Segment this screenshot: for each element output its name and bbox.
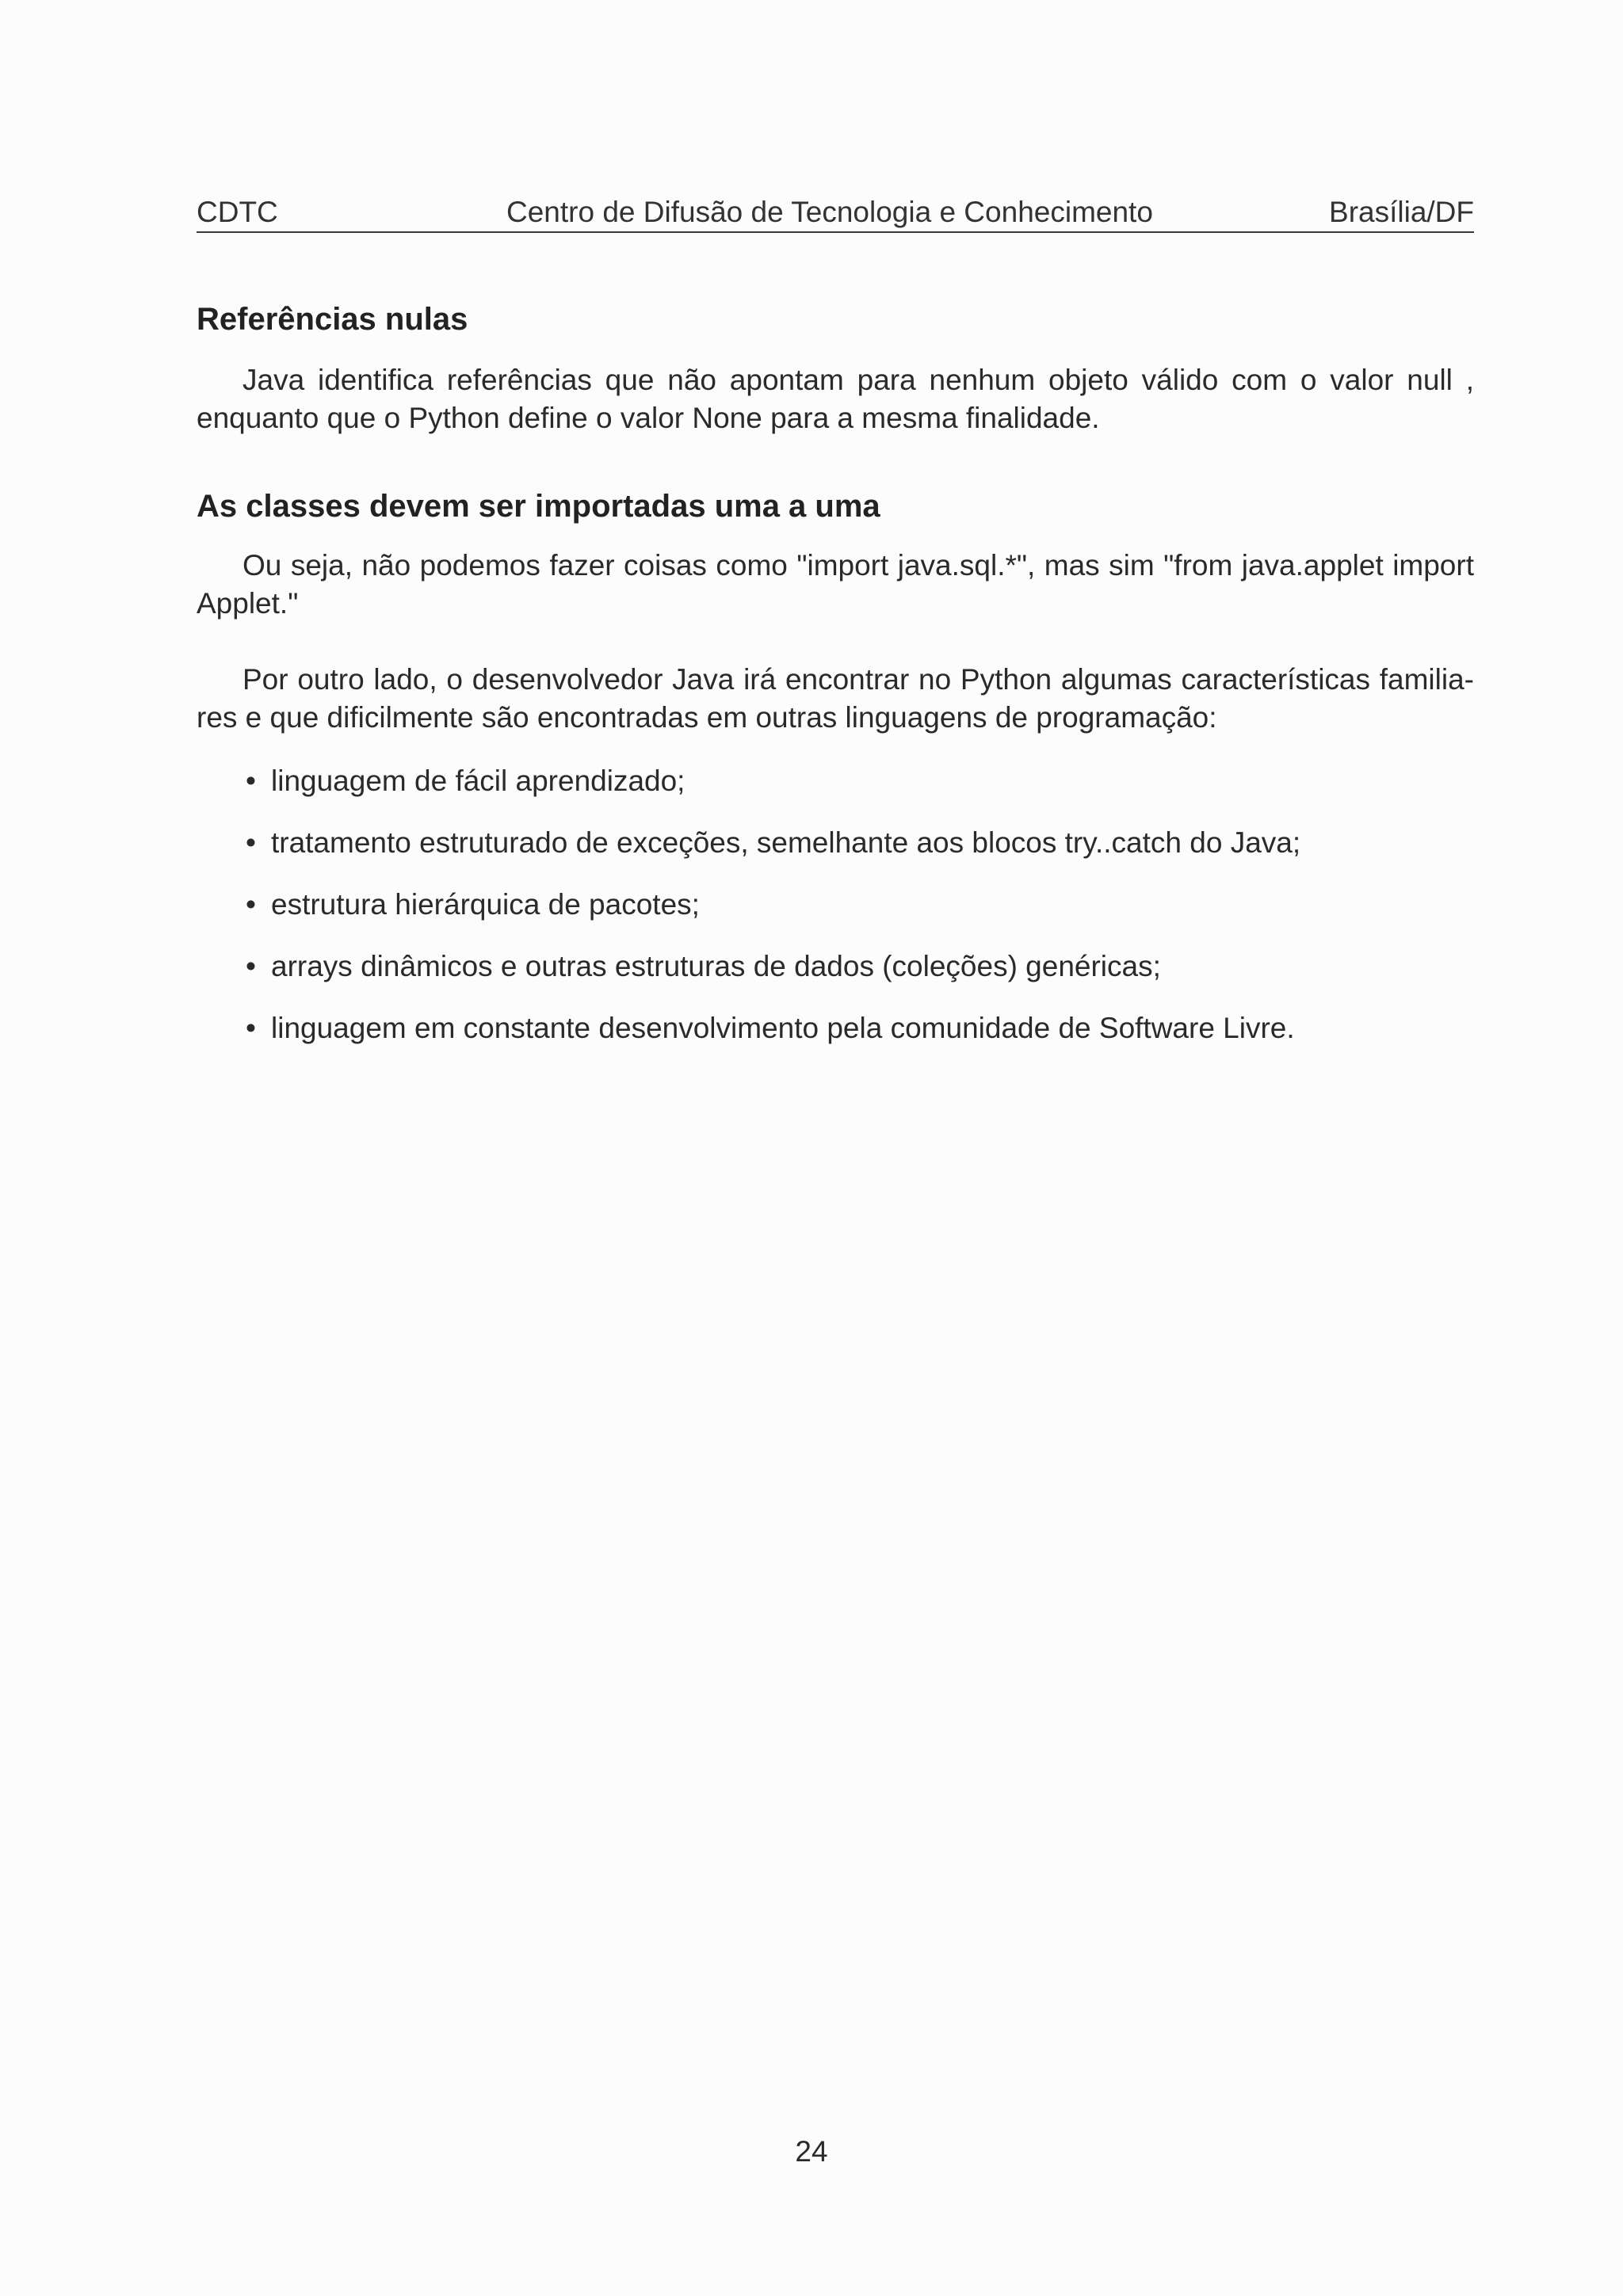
list-item-text: linguagem de fácil aprendizado; [271, 765, 685, 797]
header-left-text: CDTC [197, 196, 278, 228]
bullet-icon: • [246, 950, 256, 982]
section-title-import-classes: As classes devem ser importadas uma a uma [197, 489, 880, 524]
bullet-icon: • [246, 826, 256, 859]
header-center-text: Centro de Difusão de Tecnologia e Conhecimento [506, 196, 1153, 228]
list-item [197, 1009, 1474, 1071]
page-number: 24 [795, 2135, 828, 2168]
paragraph-null-references: Java identifica referências que não apontam para nenhum objeto válido com o valor null , enquanto que o Python define o valor None para a mesma finalidade. [197, 364, 1474, 434]
paragraph-import-classes: Ou seja, não podemos fazer coisas como "import java.sql.*", mas sim "from java.applet import Applet." [197, 549, 1474, 620]
list-item-text: estrutura hierárquica de pacotes; [271, 888, 700, 921]
page-header [197, 193, 1474, 233]
section-title-null-references: Referências nulas [197, 302, 468, 337]
list-item [197, 824, 1474, 886]
bullet-icon: • [246, 765, 256, 797]
list-item [197, 886, 1474, 948]
list-item-text: arrays dinâmicos e outras estruturas de dados (coleções) genéricas; [271, 950, 1161, 982]
paragraph-intro-features: Por outro lado, o desenvolvedor Java irá encontrar no Python algumas características familia-res e que dificilmente são encontradas em outras linguagens de programação: [197, 663, 1474, 734]
list-item [197, 762, 1474, 824]
list-item-text: tratamento estruturado de exceções, semelhante aos blocos try..catch do Java; [271, 826, 1301, 859]
bullet-icon: • [246, 1012, 256, 1044]
list-item-text: linguagem em constante desenvolvimento pela comunidade de Software Livre. [271, 1012, 1295, 1044]
list-item [197, 948, 1474, 1009]
bullet-icon: • [246, 888, 256, 921]
feature-bullet-list [197, 762, 1474, 1071]
header-right-text: Brasília/DF [1329, 196, 1474, 228]
